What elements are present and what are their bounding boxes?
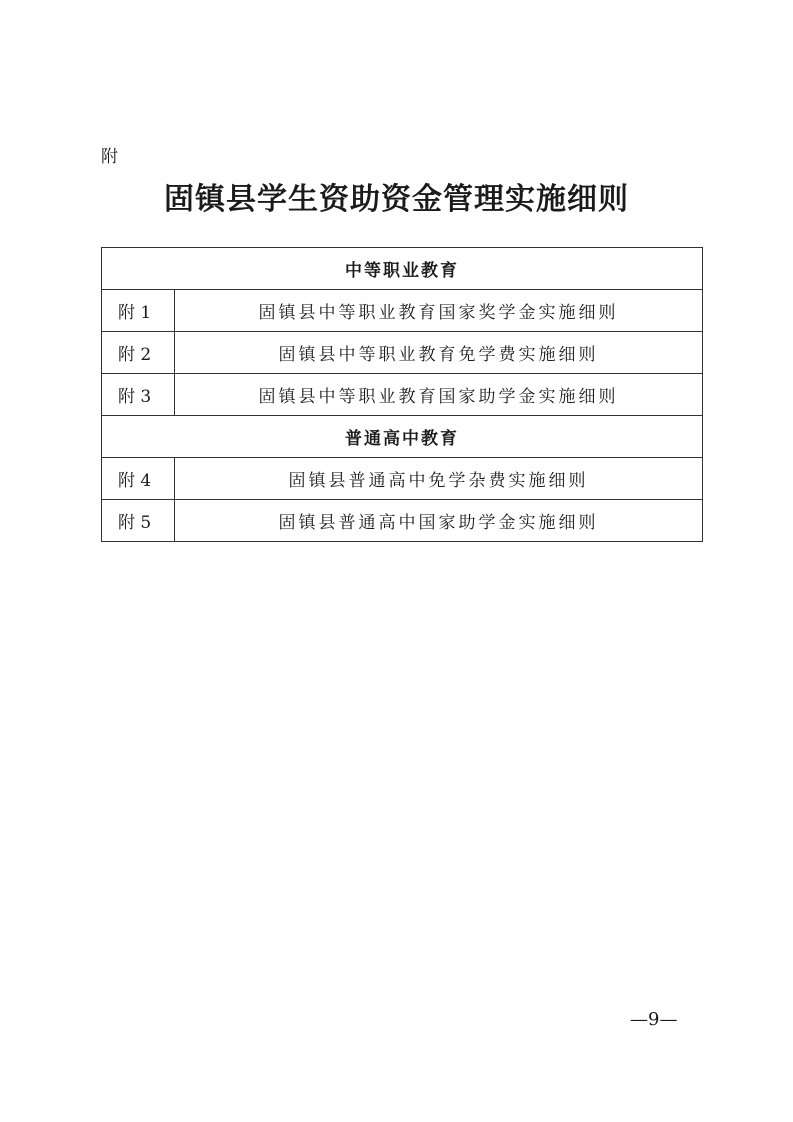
annex-table	[101, 247, 703, 542]
table-row	[102, 374, 703, 416]
page-number: —9—	[630, 1009, 678, 1030]
section-header-row	[102, 416, 703, 458]
annex-label: 附	[101, 147, 118, 167]
annex-number: 附 5	[102, 500, 175, 542]
annex-name: 固镇县中等职业教育国家助学金实施细则	[175, 374, 703, 416]
annex-name: 固镇县中等职业教育免学费实施细则	[175, 332, 703, 374]
annex-name: 固镇县普通高中免学杂费实施细则	[175, 458, 703, 500]
annex-number: 附 2	[102, 332, 175, 374]
table-row	[102, 290, 703, 332]
table-row	[102, 500, 703, 542]
table-row	[102, 332, 703, 374]
annex-number: 附 4	[102, 458, 175, 500]
section-heading: 普通高中教育	[102, 416, 703, 458]
section-heading: 中等职业教育	[102, 248, 703, 290]
document-title: 固镇县学生资助资金管理实施细则	[164, 182, 629, 217]
annex-number: 附 3	[102, 374, 175, 416]
table-row	[102, 458, 703, 500]
annex-name: 固镇县中等职业教育国家奖学金实施细则	[175, 290, 703, 332]
annex-number: 附 1	[102, 290, 175, 332]
section-header-row	[102, 248, 703, 290]
annex-name: 固镇县普通高中国家助学金实施细则	[175, 500, 703, 542]
